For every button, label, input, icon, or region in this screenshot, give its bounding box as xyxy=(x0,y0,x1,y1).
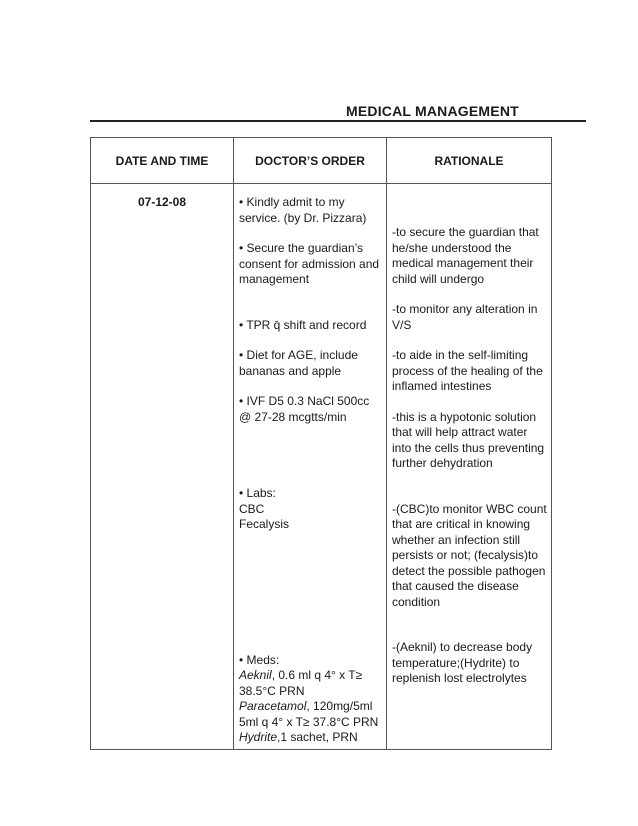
rationale-ivf: -this is a hypotonic solution that will help attract water into the cells thus preventing further dehydration xyxy=(392,409,545,470)
table-row xyxy=(91,184,552,750)
med-detail-aeknil: , 0.6 ml q 4° x T≥ 38.5°C PRN xyxy=(239,668,363,698)
order-med-paracetamol xyxy=(239,699,382,730)
rationale-cell xyxy=(387,184,552,750)
header-rationale: RATIONALE xyxy=(387,138,552,184)
med-name-hydrite: Hydrite xyxy=(239,730,278,744)
med-detail-paracetamol: , 120mg/5ml 5ml q 4° x T≥ 37.8°C PRN xyxy=(239,699,379,729)
rationale-labs: -(CBC)to monitor WBC count that are critical in knowing whether an infection still persists or not; (fecalysis)to detect the possible pathogen that caused the disease condition xyxy=(392,501,547,609)
order-med-aeknil xyxy=(239,668,382,699)
order-labs-cbc: CBC xyxy=(239,501,265,516)
order-meds-heading: • Meds: xyxy=(239,652,280,667)
order-labs-heading: • Labs: xyxy=(239,486,276,500)
table-header-row xyxy=(91,138,552,184)
order-tpr: • TPR q̄ shift and record xyxy=(239,317,367,332)
order-med-hydrite xyxy=(239,730,382,746)
rationale-meds: -(Aeknil) to decrease body temperature;(Hydrite) to replenish lost electrolytes xyxy=(392,640,533,685)
order-labs-fecalysis: Fecalysis xyxy=(239,517,290,531)
date-cell xyxy=(91,184,234,750)
medical-management-table xyxy=(90,137,552,750)
rationale-diet: -to aide in the self-limiting process of the healing of the inflamed intestines xyxy=(392,348,543,393)
rationale-tpr: -to monitor any alteration in V/S xyxy=(392,302,538,332)
med-detail-hydrite: ,1 sachet, PRN xyxy=(277,730,358,744)
page-title: MEDICAL MANAGEMENT xyxy=(346,103,519,119)
order-diet: • Diet for AGE, include bananas and apple xyxy=(239,348,358,378)
doctors-order-cell xyxy=(234,184,387,750)
order-admit: • Kindly admit to my service. (by Dr. Pizzara) xyxy=(239,195,367,225)
date-value: 07-12-08 xyxy=(137,195,187,209)
header-doctors-order: DOCTOR’S ORDER xyxy=(234,138,387,184)
med-name-paracetamol: Paracetamol xyxy=(239,699,307,713)
order-ivf: • IVF D5 0.3 NaCl 500cc @ 27-28 mcgtts/min xyxy=(239,394,370,424)
header-date-time: DATE AND TIME xyxy=(91,138,234,184)
med-name-aeknil: Aeknil xyxy=(239,668,272,682)
title-underline xyxy=(90,120,586,122)
order-consent: • Secure the guardian’s consent for admission and management xyxy=(239,241,380,286)
rationale-consent: -to secure the guardian that he/she understood the medical management their child will undergo xyxy=(392,225,539,286)
